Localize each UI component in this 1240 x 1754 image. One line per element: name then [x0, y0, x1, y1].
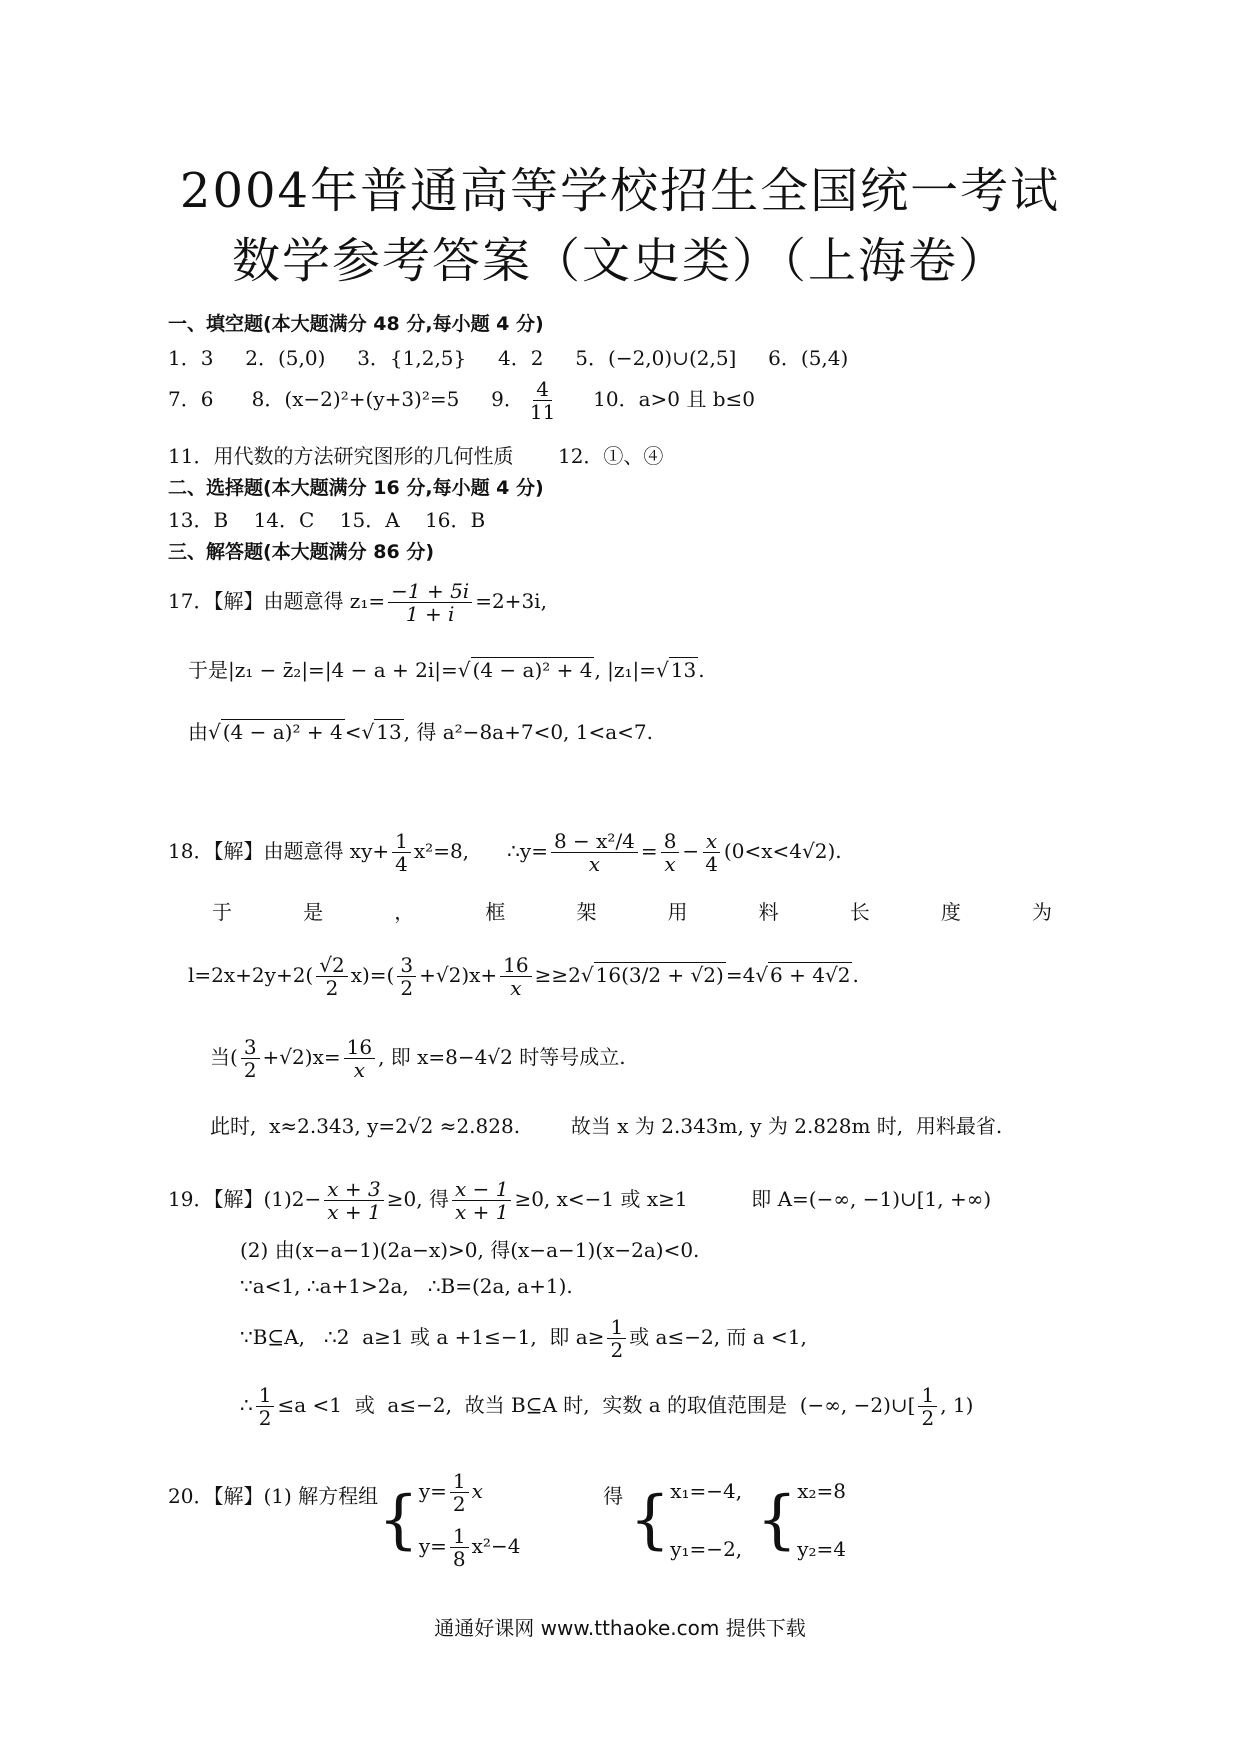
answer-9-label: 9． — [491, 387, 524, 411]
q18-final: 此时, x≈2.343, y=2√2 ≈2.828. 故当 x 为 2.343m, y 为 2.828m 时, 用料最省. — [210, 1114, 1003, 1138]
footer-source: 通通好课网 www.tthaoke.com 提供下载 — [434, 1616, 806, 1640]
q18-big-fraction — [551, 830, 638, 875]
section3-heading: 三、解答题(本大题满分 86 分) — [168, 541, 435, 563]
fraction — [918, 1384, 937, 1429]
q20-solution-2 — [797, 1479, 846, 1561]
fraction — [324, 1178, 383, 1223]
frac-numerator: x − 1 — [452, 1178, 511, 1201]
solution-y2: y₂=4 — [797, 1537, 847, 1561]
page-title-line2: 数学参考答案（文史类）（上海卷） — [231, 233, 1008, 289]
sqrt-radicand: (4 − a)² + 4 — [222, 720, 343, 744]
solution-x2: x₂=8 — [797, 1479, 847, 1503]
frac-denominator: 2 — [610, 1338, 624, 1362]
q18-line1 — [168, 830, 842, 875]
q17-tail: =2+3i, — [475, 589, 547, 613]
spread-char: 料 — [758, 900, 779, 924]
fraction — [316, 954, 347, 999]
spread-char: 度 — [940, 900, 961, 924]
q18-fraction-1 — [392, 830, 411, 875]
q18-when-line — [210, 1036, 626, 1081]
frac-denominator: x + 1 — [454, 1200, 509, 1224]
q17-z1-modulus: , |z₁|= — [594, 658, 656, 682]
frac-denominator: x — [353, 1058, 365, 1082]
frac-denominator: 8 — [452, 1547, 466, 1571]
q20-eq2 — [419, 1525, 521, 1570]
frac-numerator: 16 — [500, 954, 531, 977]
q18-length-e: =4 — [725, 963, 756, 987]
frac-denominator: x — [664, 852, 676, 876]
q19-c: 即 A=(−∞, −1)∪[1, +∞) — [751, 1187, 992, 1211]
q17-line3: 由√ (4 − a)² + 4 <√ 13 , 得 a²−8a+7<0, 1<a<7. — [188, 720, 654, 744]
frac-numerator: x + 3 — [324, 1178, 383, 1201]
q18-mid: x²=8, ∴y= — [413, 839, 548, 863]
spread-char: 长 — [849, 900, 870, 924]
frac-denominator: 2 — [921, 1406, 935, 1430]
q19-label: 19．【解】(1)2− — [168, 1187, 322, 1211]
frac-denominator: 2 — [325, 976, 339, 1000]
frac-numerator: 1 — [450, 1470, 469, 1493]
frac-numerator: 1 — [450, 1525, 469, 1548]
q19-line2: (2) 由(x−a−1)(2a−x)>0, 得(x−a−1)(x−2a)<0. — [240, 1238, 700, 1262]
spread-char: 于 — [212, 900, 232, 924]
eq-rhs: x²−4 — [471, 1534, 521, 1558]
section1-row2 — [168, 378, 755, 423]
frac-denominator: x — [588, 852, 601, 876]
q20-eq1 — [419, 1470, 521, 1515]
q17-result: , 得 a²−8a+7<0, 1<a<7. — [403, 720, 654, 744]
frac-numerator: −1 + 5i — [388, 580, 472, 603]
q18-length-c: +√2)x+ — [419, 963, 498, 987]
q20-block — [168, 1470, 846, 1570]
answer-8: 8．(x−2)²+(y+3)²=5 — [251, 387, 460, 411]
minus: − — [682, 839, 700, 863]
q19-line1 — [168, 1178, 991, 1223]
answer-5: 5．(−2,0)∪(2,5] — [575, 346, 737, 370]
answer-6: 6．(5,4) — [768, 346, 849, 370]
q17-line2: 于是|z₁ − z̄₂|=|4 − a + 2i|=√ (4 − a)² + 4 , |z₁|=√ 13 . — [188, 658, 705, 682]
frac-denominator: 4 — [705, 852, 718, 876]
q19-line5-a: ∴ — [240, 1393, 253, 1417]
frac-denominator: 1 + i — [405, 602, 455, 626]
frac-denominator: 2 — [452, 1492, 466, 1516]
frac-numerator: √2 — [316, 954, 347, 977]
spread-char: 用 — [667, 900, 688, 924]
left-brace: { — [756, 1483, 798, 1557]
q18-range: (0<x<4√2). — [723, 839, 842, 863]
frac-denominator: x + 1 — [327, 1200, 381, 1224]
q17-line3-lead: 由 — [188, 720, 208, 744]
answer-7: 7．6 — [168, 387, 214, 411]
spread-char: 是 — [303, 900, 324, 924]
eq-rhs: x — [471, 1479, 483, 1503]
section2-answers: 13．B 14．C 15．A 16．B — [168, 508, 486, 532]
section1-heading: 一、填空题(本大题满分 48 分,每小题 4 分) — [168, 313, 544, 335]
frac-denominator: 11 — [529, 400, 556, 424]
frac-numerator: 3 — [397, 954, 416, 977]
q18-length-a: l=2x+2y+2( — [188, 963, 314, 987]
q19-line5-c: , 1) — [940, 1393, 974, 1417]
answer-2: 2．(5,0) — [245, 346, 326, 370]
spread-char: ， — [394, 900, 415, 924]
frac-denominator: 4 — [395, 852, 408, 876]
q18-fraction-2 — [661, 830, 680, 875]
section1-row1 — [168, 344, 848, 372]
q19-line4-b: 或 a≤−2, 而 a <1, — [629, 1325, 807, 1349]
q18-when-a: 当( — [210, 1045, 238, 1069]
frac-denominator: x — [510, 976, 522, 1000]
q20-de: 得 — [603, 1484, 624, 1508]
answer-1: 1．3 — [168, 346, 214, 370]
section2-heading: 二、选择题(本大题满分 16 分,每小题 4 分) — [168, 477, 544, 499]
q18-spread-line — [212, 896, 1052, 925]
q18-length-d: ≥≥2 — [534, 963, 581, 987]
q18-when-c: , 即 x=8−4√2 时等号成立. — [378, 1045, 626, 1069]
q17-label: 17．【解】由题意得 z₁= — [168, 589, 386, 613]
sqrt-radicand: (4 − a)² + 4 — [472, 658, 593, 682]
q18-length-line: l=2x+2y+2( $\frac{√2}{2}$ x)=( $\frac{3}{2}$ +√2)x+ $\frac{16}{x}$ ≥≥2√ 16(3/2 + √2) =4√ 6 + 4√2 . — [188, 953, 859, 1000]
q17-fraction — [388, 580, 472, 625]
q17-line1 — [168, 580, 547, 625]
q20-solution-1 — [670, 1479, 742, 1561]
frac-denominator: 2 — [258, 1406, 272, 1430]
section1-row3 — [168, 442, 663, 470]
left-brace: { — [378, 1483, 419, 1557]
punct: . — [852, 963, 859, 987]
q19-b: ≥0, x<−1 或 x≥1 — [514, 1187, 688, 1211]
frac-denominator: 2 — [243, 1058, 257, 1082]
answer-12: 12．①、④ — [557, 444, 664, 468]
frac-numerator: 3 — [241, 1036, 260, 1059]
sqrt-radicand: 16(3/2 + √2) — [595, 963, 724, 987]
q19-line4-a: ∵B⊆A, ∴2 a≥1 或 a +1≤−1, 即 a≥ — [240, 1325, 605, 1349]
eq-lhs: y= — [418, 1534, 447, 1558]
q18-length-b: x)=( — [350, 963, 395, 987]
frac-numerator: 8 — [661, 830, 680, 853]
q19-line5 — [240, 1384, 973, 1429]
sqrt-radicand: 13 — [670, 658, 697, 682]
spread-char: 为 — [1031, 900, 1052, 924]
spread-char: 框 — [485, 900, 506, 924]
answer-3: 3．{1,2,5} — [357, 346, 467, 370]
fraction — [450, 1470, 469, 1515]
q18-fraction-3 — [702, 830, 721, 875]
answer-9-fraction — [527, 378, 558, 423]
solution-x1: x₁=−4, — [670, 1479, 743, 1503]
q19-line4 — [240, 1316, 807, 1361]
q18-label: 18．【解】由题意得 xy+ — [168, 839, 390, 863]
q20-system — [419, 1470, 521, 1570]
answer-4: 4．2 — [498, 346, 544, 370]
frac-numerator: 1 — [918, 1384, 937, 1407]
fraction — [607, 1316, 626, 1361]
sqrt-radicand: 13 — [376, 720, 402, 744]
page-title-line1: 2004年普通高等学校招生全国统一考试 — [179, 163, 1061, 219]
eq-lhs: y= — [418, 1479, 447, 1503]
frac-numerator: 1 — [607, 1316, 626, 1339]
fraction — [397, 954, 416, 999]
left-brace: { — [629, 1483, 671, 1557]
q19-line5-b: ≤a <1 或 a≤−2, 故当 B⊆A 时, 实数 a 的取值范围是 (−∞, −2)∪[ — [277, 1393, 916, 1417]
frac-numerator: 1 — [256, 1384, 275, 1407]
fraction — [241, 1036, 260, 1081]
fraction — [500, 954, 531, 999]
q17-modulus-expr: 于是|z₁ − z̄₂|=|4 − a + 2i|= — [188, 658, 458, 682]
sqrt-radicand: 6 + 4√2 — [770, 963, 851, 987]
equals: = — [640, 839, 658, 863]
q20-label: 20．【解】(1) 解方程组 — [168, 1484, 379, 1508]
answer-10: 10．a>0 且 b≤0 — [593, 387, 756, 411]
q19-a: ≥0, 得 — [386, 1187, 449, 1211]
frac-numerator: 8 − x²/4 — [551, 830, 638, 853]
frac-numerator: x — [703, 830, 720, 853]
answer-11: 11．用代数的方法研究图形的几何性质 — [168, 444, 514, 468]
frac-numerator: 1 — [392, 830, 411, 853]
less-than: < — [344, 720, 362, 744]
fraction — [452, 1178, 511, 1223]
frac-numerator: 16 — [344, 1036, 375, 1059]
punct: . — [698, 658, 705, 682]
fraction — [256, 1384, 275, 1429]
solution-y1: y₁=−2, — [670, 1537, 743, 1561]
frac-numerator: 4 — [533, 378, 552, 401]
frac-denominator: 2 — [400, 976, 414, 1000]
q18-when-b: +√2)x= — [262, 1045, 341, 1069]
fraction — [344, 1036, 375, 1081]
q19-line3: ∵a<1, ∴a+1>2a, ∴B=(2a, a+1). — [240, 1274, 573, 1298]
spread-char: 架 — [576, 900, 597, 924]
fraction — [450, 1525, 469, 1570]
